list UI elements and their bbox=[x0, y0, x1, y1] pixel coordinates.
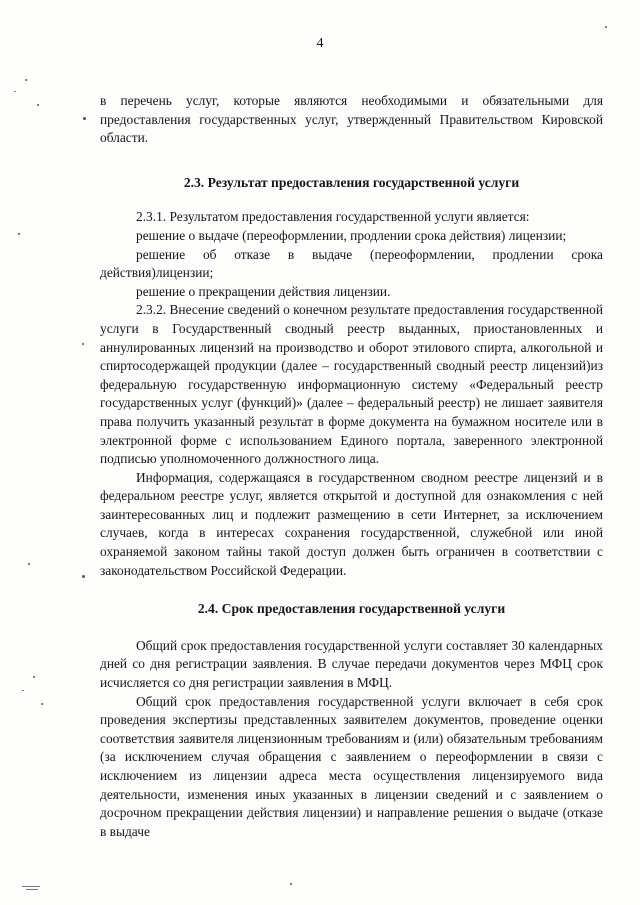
scan-speck bbox=[605, 26, 607, 28]
paragraph-information: Информация, содержащаяся в государственном сводном реестре лицензий и в федеральном реестре услуг, является открытой и доступной для ознакомления с ней заинтересованных лиц и подлежит размещению в сети Интернет, за исключением случаев, когда в интересах сохранения государственной, служебной или иной охраняемой законом тайны такой доступ должен быть ограничен в соответствии с законодательством Российской Федерации. bbox=[100, 469, 603, 578]
section-2-3-heading: 2.3. Результат предоставления государственной услуги bbox=[183, 174, 520, 190]
scan-speck bbox=[25, 79, 27, 81]
paragraph-term-includes: Общий срок предоставления государственной услуги включает в себя срок проведения экспертизы представленных заявителем документов, проведение оценки соответствия заявителя лицензионным требованиям и (или) обязательным требованиям (за исключением случая обращения с заявлением о переоформлении в связи с исключением из лицензии адреса места осуществления лицензируемого вида деятельности, изменения иных указанных в лицензии сведений и с заявлением о досрочном прекращении действия лицензии) и направление решения о выдаче (отказе в выдаче bbox=[100, 693, 603, 839]
page-number: 4 bbox=[316, 36, 324, 51]
intro-paragraph: в перечень услуг, которые являются необходимыми и обязательными для предоставления государственных услуг, утвержденный Правительством Кировской области. bbox=[100, 93, 603, 146]
scan-mark bbox=[22, 886, 40, 887]
result-item-termination: решение о прекращении действия лицензии. bbox=[136, 283, 391, 299]
scan-speck bbox=[33, 676, 35, 678]
paragraph-2-3-1: 2.3.1. Результатом предоставления государственной услуги является: bbox=[136, 209, 530, 225]
scan-speck bbox=[83, 117, 86, 120]
section-2-4-heading: 2.4. Срок предоставления государственной услуги bbox=[197, 601, 506, 617]
scan-speck bbox=[82, 343, 84, 345]
scan-speck bbox=[18, 233, 20, 235]
result-item-refusal: решение об отказе в выдаче (переоформлении, продлении срока действия)лицензии; bbox=[100, 246, 603, 281]
scan-speck bbox=[41, 703, 43, 705]
scan-speck bbox=[82, 575, 85, 578]
scan-speck bbox=[28, 563, 30, 565]
paragraph-term-total: Общий срок предоставления государственной услуги составляет 30 календарных дней со дня регистрации заявления. В случае передачи документов через МФЦ срок исчисляется со дня регистрации заявления в МФЦ. bbox=[100, 637, 603, 691]
scan-speck bbox=[22, 690, 24, 691]
scan-mark bbox=[26, 889, 38, 890]
result-item-issue: решение о выдаче (переоформлении, продлении срока действия) лицензии; bbox=[136, 227, 567, 243]
document-body bbox=[100, 92, 603, 841]
scan-speck bbox=[14, 91, 16, 92]
paragraph-2-3-2: 2.3.2. Внесение сведений о конечном результате предоставления государственной услуги в Государственный сводный реестр выданных, приостановленных и аннулированных лицензий на производство и оборот этилового спирта, алкогольной и спиртосодержащей продукции (далее – государственный сводный реестр лицензий)из федеральную государственную информационную систему «Федеральный реестр государственных услуг (функций)» (далее – федеральный реестр) не лишает заявителя права получить указанный результат в форме документа на бумажном носителе или в электронной форме с использованием Единого портала, заверенного электронной подписью уполномоченного должностного лица. bbox=[100, 302, 603, 467]
scan-speck bbox=[37, 104, 39, 106]
scan-speck bbox=[290, 883, 292, 885]
